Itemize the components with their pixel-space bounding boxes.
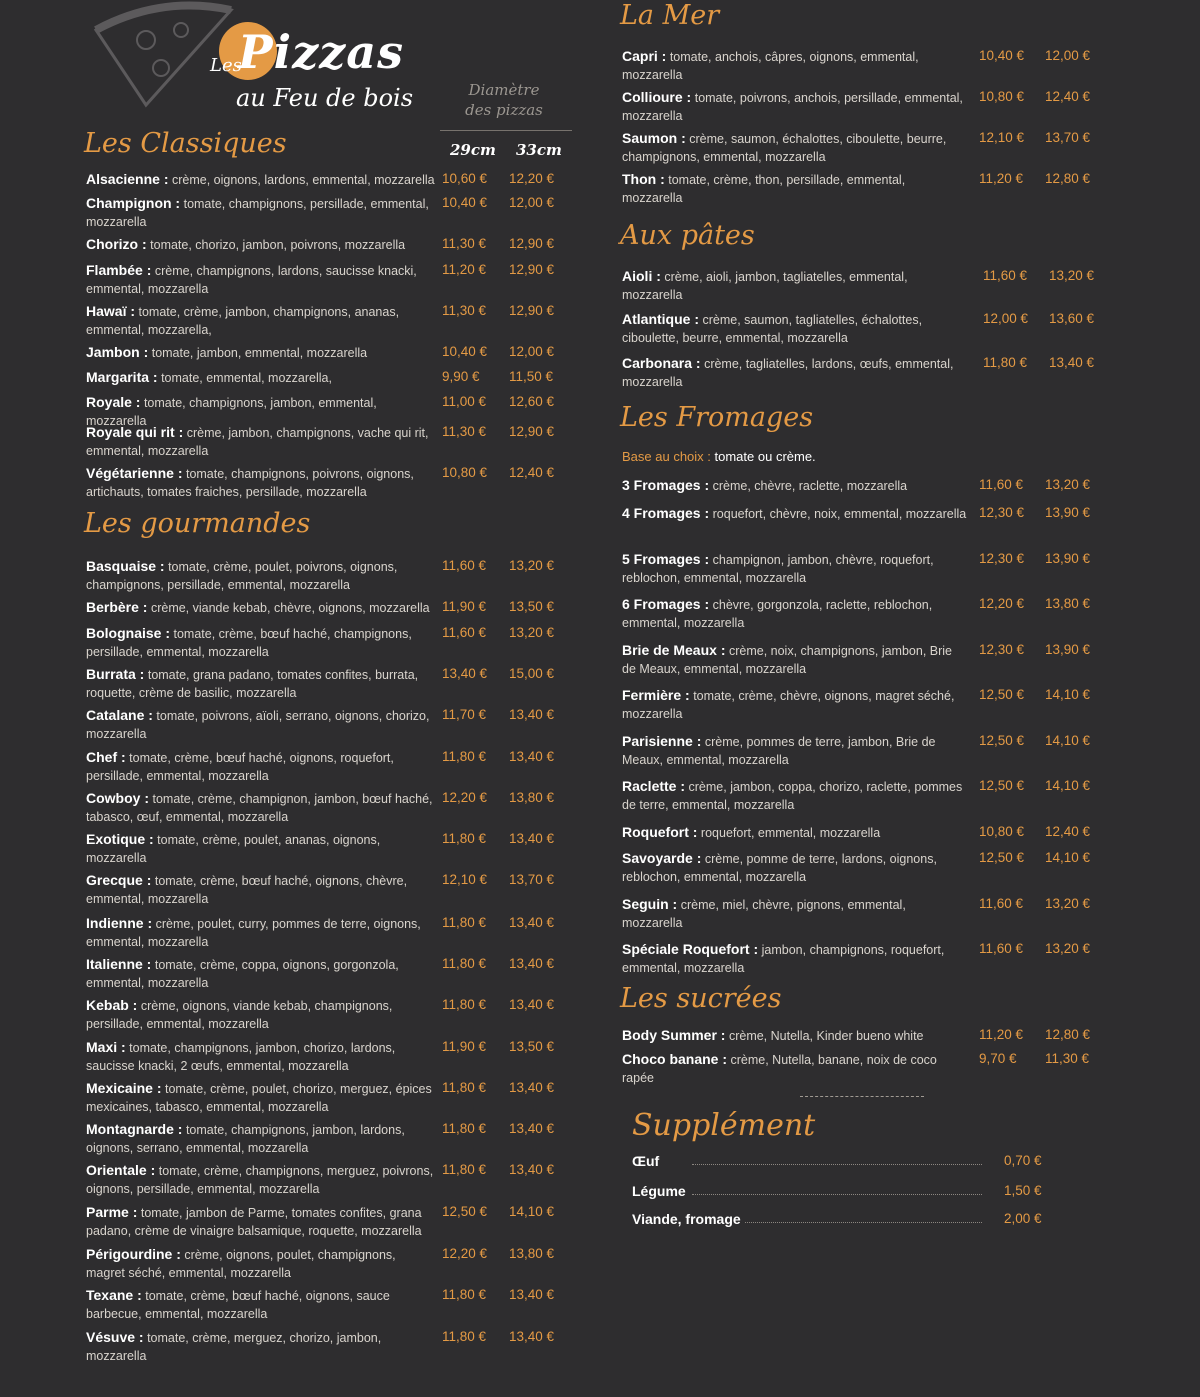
menu-item-name: 4 Fromages : bbox=[622, 505, 710, 521]
menu-item-description: tomate, crème, jambon, champignons, ananas, emmental, mozzarella, bbox=[86, 305, 400, 337]
menu-item-description: tomate, champignons, jambon, chorizo, lardons, saucisse knacki, 2 œufs, emmental, mozzarella bbox=[86, 1041, 396, 1073]
price-29cm: 12,10 € bbox=[442, 872, 488, 887]
menu-item-text bbox=[622, 732, 967, 769]
price-33cm: 13,40 € bbox=[509, 1287, 555, 1302]
menu-item-description: crème, jambon, coppa, chorizo, raclette, pommes de terre, emmental, mozzarella bbox=[622, 780, 963, 812]
menu-item-text bbox=[86, 261, 436, 298]
menu-item-description: tomate, poivrons, aïoli, serrano, oignons, chorizo, mozzarella bbox=[86, 709, 430, 741]
supplement-price: 0,70 € bbox=[1004, 1153, 1042, 1168]
price-33cm: 11,50 € bbox=[509, 369, 554, 384]
price-29cm: 11,20 € bbox=[442, 262, 487, 277]
menu-item-name: Végétarienne : bbox=[86, 465, 183, 481]
menu-item-description: tomate, crème, merguez, chorizo, jambon, mozzarella bbox=[86, 1331, 382, 1363]
base-choice-label: Base au choix : bbox=[622, 449, 711, 464]
price-33cm: 13,50 € bbox=[509, 599, 555, 614]
price-33cm: 13,50 € bbox=[509, 1039, 555, 1054]
menu-item-name: Montagnarde : bbox=[86, 1121, 183, 1137]
price-33cm: 12,40 € bbox=[509, 465, 555, 480]
price-29cm: 11,60 € bbox=[442, 558, 487, 573]
menu-item-text bbox=[86, 302, 436, 339]
menu-item-text bbox=[622, 170, 967, 207]
price-29cm: 10,40 € bbox=[979, 48, 1025, 63]
price-29cm: 12,20 € bbox=[442, 790, 488, 805]
menu-item-description: roquefort, chèvre, noix, emmental, mozzarella bbox=[712, 507, 967, 521]
menu-item-description: tomate, jambon, emmental, mozzarella bbox=[151, 346, 368, 360]
menu-item-description: tomate, champignons, poivrons, oignons, artichauts, tomates fraiches, persillade, mozzarella bbox=[86, 467, 414, 499]
price-29cm: 9,70 € bbox=[979, 1051, 1017, 1066]
menu-item-text bbox=[86, 368, 436, 387]
menu-item-name: Margarita : bbox=[86, 369, 158, 385]
price-29cm: 11,20 € bbox=[979, 171, 1024, 186]
logo-les: Les bbox=[210, 55, 242, 76]
menu-item-description: tomate, champignons, jambon, lardons, oignons, serrano, emmental, mozzarella bbox=[86, 1123, 405, 1155]
section-title-supplement: Supplément bbox=[632, 1108, 816, 1143]
supplement-item bbox=[632, 1183, 1042, 1203]
price-29cm: 11,30 € bbox=[442, 236, 487, 251]
price-33cm: 13,40 € bbox=[509, 1080, 555, 1095]
menu-item-text bbox=[86, 1038, 436, 1075]
price-33cm: 13,40 € bbox=[509, 997, 555, 1012]
menu-item-text bbox=[622, 310, 967, 347]
price-33cm: 12,20 € bbox=[509, 171, 555, 186]
menu-item-name: Catalane : bbox=[86, 707, 153, 723]
price-33cm: 14,10 € bbox=[1045, 687, 1091, 702]
price-33cm: 12,90 € bbox=[509, 262, 555, 277]
price-29cm: 11,80 € bbox=[442, 749, 487, 764]
menu-item-text bbox=[622, 476, 967, 495]
price-33cm: 13,40 € bbox=[509, 1162, 555, 1177]
dashed-separator bbox=[800, 1096, 924, 1097]
menu-item-description: crème, oignons, poulet, champignons, magret séché, emmental, mozzarella bbox=[86, 1248, 396, 1280]
menu-item-text bbox=[622, 129, 967, 166]
price-29cm: 10,80 € bbox=[979, 89, 1025, 104]
menu-item-description: tomate, anchois, câpres, oignons, emmental, mozzarella bbox=[622, 50, 919, 82]
menu-item-description: crème, Nutella, banane, noix de coco rapée bbox=[622, 1053, 937, 1085]
price-33cm: 13,90 € bbox=[1045, 642, 1091, 657]
price-29cm: 10,80 € bbox=[442, 465, 488, 480]
price-29cm: 11,30 € bbox=[442, 303, 487, 318]
menu-item-name: Royale qui rit : bbox=[86, 424, 184, 440]
price-33cm: 13,40 € bbox=[509, 1329, 555, 1344]
price-29cm: 11,60 € bbox=[979, 941, 1024, 956]
menu-item-text bbox=[86, 1203, 436, 1240]
menu-item-text bbox=[86, 871, 436, 908]
price-29cm: 11,20 € bbox=[979, 1027, 1024, 1042]
price-29cm: 12,50 € bbox=[979, 687, 1025, 702]
menu-item-name: 3 Fromages : bbox=[622, 477, 710, 493]
menu-item-name: Saumon : bbox=[622, 130, 686, 146]
supplement-label: Légume bbox=[632, 1183, 690, 1199]
menu-item-name: Spéciale Roquefort : bbox=[622, 941, 759, 957]
menu-item-text bbox=[622, 686, 967, 723]
menu-item-text bbox=[86, 235, 436, 254]
menu-item-name: Carbonara : bbox=[622, 355, 701, 371]
price-33cm: 14,10 € bbox=[1045, 778, 1091, 793]
price-29cm: 11,90 € bbox=[442, 1039, 487, 1054]
price-29cm: 11,60 € bbox=[983, 268, 1028, 283]
menu-item-text bbox=[86, 170, 436, 189]
price-33cm: 13,20 € bbox=[1045, 477, 1091, 492]
price-33cm: 13,70 € bbox=[509, 872, 555, 887]
menu-item-name: Savoyarde : bbox=[622, 850, 702, 866]
menu-item-description: crème, viande kebab, chèvre, oignons, mozzarella bbox=[150, 601, 430, 615]
menu-item-description: crème, saumon, tagliatelles, échalottes, ciboulette, beurre, emmental, mozzarella bbox=[622, 313, 923, 345]
menu-item-name: Burrata : bbox=[86, 666, 145, 682]
logo-pizzas: Pizzas bbox=[238, 25, 405, 79]
menu-item-description: tomate, poivrons, anchois, persillade, emmental, mozzarella bbox=[622, 91, 963, 123]
price-29cm: 11,80 € bbox=[983, 355, 1028, 370]
menu-item-text bbox=[86, 748, 436, 785]
menu-item-text bbox=[86, 830, 436, 867]
logo-subtitle: au Feu de bois bbox=[236, 84, 414, 112]
menu-item-name: 5 Fromages : bbox=[622, 551, 710, 567]
menu-item-text bbox=[86, 1120, 436, 1157]
menu-item-description: crème, pommes de terre, jambon, Brie de Meaux, emmental, mozzarella bbox=[622, 735, 936, 767]
menu-item-text bbox=[86, 665, 436, 702]
menu-item-name: Chef : bbox=[86, 749, 126, 765]
diameter-line1: Diamètre bbox=[468, 81, 540, 99]
menu-item-name: Grecque : bbox=[86, 872, 152, 888]
menu-item-name: Fermière : bbox=[622, 687, 690, 703]
price-33cm: 12,60 € bbox=[509, 394, 555, 409]
price-33cm: 13,40 € bbox=[509, 707, 555, 722]
supplement-label: Viande, fromage bbox=[632, 1211, 745, 1227]
menu-item-text bbox=[622, 777, 967, 814]
menu-item-text bbox=[86, 624, 436, 661]
price-29cm: 11,90 € bbox=[442, 599, 487, 614]
price-33cm: 13,40 € bbox=[509, 956, 555, 971]
menu-item-text bbox=[86, 557, 436, 594]
menu-item-name: Cowboy : bbox=[86, 790, 149, 806]
menu-item-name: Maxi : bbox=[86, 1039, 126, 1055]
menu-item-text bbox=[622, 354, 967, 391]
diameter-label bbox=[454, 80, 554, 120]
menu-item-text bbox=[622, 1050, 967, 1087]
menu-item-name: Parisienne : bbox=[622, 733, 702, 749]
menu-item-name: Orientale : bbox=[86, 1162, 156, 1178]
price-33cm: 13,40 € bbox=[509, 1121, 555, 1136]
price-29cm: 11,80 € bbox=[442, 956, 487, 971]
menu-item-description: tomate, chorizo, jambon, poivrons, mozzarella bbox=[150, 238, 406, 252]
price-33cm: 13,60 € bbox=[1049, 311, 1095, 326]
menu-item-text bbox=[86, 1161, 436, 1198]
menu-item-name: Parme : bbox=[86, 1204, 138, 1220]
menu-item-description: roquefort, emmental, mozzarella bbox=[700, 826, 881, 840]
price-29cm: 11,60 € bbox=[442, 625, 487, 640]
menu-item-description: tomate, crème, poulet, chorizo, merguez, épices mexicaines, tabasco, emmental, mozzarella bbox=[86, 1082, 432, 1114]
menu-item-text bbox=[86, 1286, 436, 1323]
menu-item-name: Kebab : bbox=[86, 997, 138, 1013]
price-33cm: 13,90 € bbox=[1045, 505, 1091, 520]
menu-item-text bbox=[622, 849, 967, 886]
menu-item-text bbox=[86, 1245, 436, 1282]
price-29cm: 12,50 € bbox=[979, 733, 1025, 748]
menu-item-description: tomate, champignons, jambon, emmental, mozzarella bbox=[86, 396, 377, 428]
price-29cm: 11,00 € bbox=[442, 394, 487, 409]
menu-item-description: crème, tagliatelles, lardons, œufs, emmental, mozzarella bbox=[622, 357, 954, 389]
menu-item-name: Basquaise : bbox=[86, 558, 165, 574]
price-29cm: 10,40 € bbox=[442, 195, 488, 210]
restaurant-logo bbox=[86, 0, 416, 130]
menu-item-name: Flambée : bbox=[86, 262, 152, 278]
price-33cm: 12,00 € bbox=[509, 195, 555, 210]
price-33cm: 14,10 € bbox=[509, 1204, 555, 1219]
menu-item-name: 6 Fromages : bbox=[622, 596, 710, 612]
menu-item-description: tomate, grana padano, tomates confites, burrata, roquette, crème de basilic, mozzarella bbox=[86, 668, 419, 700]
price-29cm: 11,30 € bbox=[442, 424, 487, 439]
price-33cm: 15,00 € bbox=[509, 666, 555, 681]
diameter-divider bbox=[440, 130, 572, 131]
menu-item-description: chèvre, gorgonzola, raclette, reblochon, emmental, mozzarella bbox=[622, 598, 933, 630]
menu-item-text bbox=[86, 423, 436, 460]
menu-item-description: tomate, crème, bœuf haché, oignons, chèvre, emmental, mozzarella bbox=[86, 874, 408, 906]
menu-item-text bbox=[86, 914, 436, 951]
menu-item-description: tomate, crème, champignons, merguez, poivrons, oignons, persillade, emmental, mozzarella bbox=[86, 1164, 434, 1196]
price-33cm: 13,80 € bbox=[509, 790, 555, 805]
menu-item-name: Vésuve : bbox=[86, 1329, 144, 1345]
price-29cm: 11,80 € bbox=[442, 1080, 487, 1095]
price-33cm: 12,80 € bbox=[1045, 171, 1091, 186]
base-choice-value: tomate ou crème. bbox=[714, 449, 816, 464]
price-29cm: 12,20 € bbox=[442, 1246, 488, 1261]
price-29cm: 12,20 € bbox=[979, 596, 1025, 611]
menu-item-description: tomate, crème, poulet, poivrons, oignons, champignons, persillade, emmental, mozzarella bbox=[86, 560, 398, 592]
price-33cm: 12,00 € bbox=[1045, 48, 1091, 63]
price-29cm: 11,80 € bbox=[442, 1329, 487, 1344]
price-33cm: 13,90 € bbox=[1045, 551, 1091, 566]
supplement-item bbox=[632, 1211, 1042, 1231]
menu-item-text bbox=[622, 550, 967, 587]
menu-item-name: Champignon : bbox=[86, 195, 181, 211]
price-29cm: 12,30 € bbox=[979, 505, 1025, 520]
menu-item-description: tomate, crème, poulet, ananas, oignons, mozzarella bbox=[86, 833, 381, 865]
price-33cm: 12,80 € bbox=[1045, 1027, 1091, 1042]
price-29cm: 11,80 € bbox=[442, 915, 487, 930]
leader-dots bbox=[692, 1164, 982, 1165]
menu-item-name: Capri : bbox=[622, 48, 667, 64]
price-29cm: 11,80 € bbox=[442, 831, 487, 846]
menu-item-description: crème, oignons, lardons, emmental, mozzarella bbox=[171, 173, 435, 187]
menu-item-name: Seguin : bbox=[622, 896, 678, 912]
menu-item-description: crème, chèvre, raclette, mozzarella bbox=[712, 479, 908, 493]
menu-item-description: tomate, champignons, persillade, emmental, mozzarella bbox=[86, 197, 429, 229]
menu-item-description: crème, Nutella, Kinder bueno white bbox=[728, 1029, 924, 1043]
size-large-header: 33cm bbox=[516, 141, 562, 159]
price-33cm: 14,10 € bbox=[1045, 733, 1091, 748]
supplement-item bbox=[632, 1153, 1042, 1173]
section-title-classiques: Les Classiques bbox=[84, 128, 287, 159]
price-29cm: 11,60 € bbox=[979, 896, 1024, 911]
menu-item-text bbox=[86, 706, 436, 743]
price-29cm: 9,90 € bbox=[442, 369, 480, 384]
menu-item-description: tomate, crème, bœuf haché, oignons, roquefort, persillade, emmental, mozzarella bbox=[86, 751, 394, 783]
menu-item-text bbox=[622, 940, 967, 977]
menu-item-text bbox=[86, 464, 436, 501]
price-29cm: 13,40 € bbox=[442, 666, 488, 681]
menu-item-description: crème, miel, chèvre, pignons, emmental, mozzarella bbox=[622, 898, 906, 930]
price-33cm: 13,80 € bbox=[1045, 596, 1091, 611]
price-29cm: 11,80 € bbox=[442, 997, 487, 1012]
menu-item-description: crème, aioli, jambon, tagliatelles, emmental, mozzarella bbox=[622, 270, 908, 302]
size-small-header: 29cm bbox=[450, 141, 496, 159]
price-29cm: 12,50 € bbox=[979, 850, 1025, 865]
leader-dots bbox=[692, 1194, 982, 1195]
section-title-fromages: Les Fromages bbox=[620, 402, 814, 433]
menu-item-name: Bolognaise : bbox=[86, 625, 171, 641]
menu-item-text bbox=[86, 996, 436, 1033]
menu-item-description: champignon, jambon, chèvre, roquefort, reblochon, emmental, mozzarella bbox=[622, 553, 934, 585]
price-29cm: 11,80 € bbox=[442, 1162, 487, 1177]
price-33cm: 13,20 € bbox=[509, 558, 555, 573]
price-33cm: 14,10 € bbox=[1045, 850, 1091, 865]
price-33cm: 13,80 € bbox=[509, 1246, 555, 1261]
menu-item-text bbox=[622, 88, 967, 125]
menu-item-text bbox=[622, 823, 967, 842]
diameter-line2: des pizzas bbox=[465, 101, 543, 119]
menu-item-description: crème, poulet, curry, pommes de terre, oignons, emmental, mozzarella bbox=[86, 917, 421, 949]
menu-item-name: Brie de Meaux : bbox=[622, 642, 726, 658]
menu-item-text bbox=[622, 504, 967, 523]
menu-item-name: Exotique : bbox=[86, 831, 154, 847]
menu-item-name: Choco banane : bbox=[622, 1051, 728, 1067]
menu-item-name: Thon : bbox=[622, 171, 665, 187]
price-33cm: 12,40 € bbox=[1045, 824, 1091, 839]
price-29cm: 11,80 € bbox=[442, 1121, 487, 1136]
menu-item-name: Atlantique : bbox=[622, 311, 699, 327]
menu-item-text bbox=[86, 1079, 436, 1116]
menu-item-description: crème, jambon, champignons, vache qui rit, emmental, mozzarella bbox=[86, 426, 429, 458]
section-title-pates: Aux pâtes bbox=[620, 220, 755, 251]
menu-item-description: crème, pomme de terre, lardons, oignons, reblochon, emmental, mozzarella bbox=[622, 852, 937, 884]
price-29cm: 12,00 € bbox=[983, 311, 1029, 326]
menu-item-description: crème, oignons, viande kebab, champignons, persillade, emmental, mozzarella bbox=[86, 999, 393, 1031]
menu-item-name: Italienne : bbox=[86, 956, 152, 972]
menu-item-text bbox=[86, 343, 436, 362]
menu-item-text bbox=[622, 267, 967, 304]
price-33cm: 12,90 € bbox=[509, 424, 555, 439]
supplement-price: 1,50 € bbox=[1004, 1183, 1042, 1198]
menu-item-text bbox=[622, 595, 967, 632]
section-title-gourmandes: Les gourmandes bbox=[84, 508, 311, 539]
section-title-sucrees: Les sucrées bbox=[620, 983, 782, 1014]
menu-item-description: jambon, champignons, roquefort, emmental, mozzarella bbox=[622, 943, 945, 975]
menu-item-name: Chorizo : bbox=[86, 236, 147, 252]
price-29cm: 10,80 € bbox=[979, 824, 1025, 839]
menu-item-name: Raclette : bbox=[622, 778, 686, 794]
price-33cm: 13,40 € bbox=[509, 915, 555, 930]
menu-item-name: Jambon : bbox=[86, 344, 149, 360]
menu-item-text bbox=[622, 895, 967, 932]
price-33cm: 12,90 € bbox=[509, 303, 555, 318]
menu-item-description: tomate, crème, chèvre, oignons, magret séché, mozzarella bbox=[622, 689, 955, 721]
menu-item-description: tomate, crème, thon, persillade, emmental, mozzarella bbox=[622, 173, 906, 205]
menu-item-text bbox=[86, 1328, 436, 1365]
price-33cm: 13,20 € bbox=[1049, 268, 1095, 283]
price-29cm: 10,40 € bbox=[442, 344, 488, 359]
menu-item-description: crème, saumon, échalottes, ciboulette, beurre, champignons, emmental, mozzarella bbox=[622, 132, 947, 164]
price-29cm: 12,10 € bbox=[979, 130, 1025, 145]
menu-item-description: crème, noix, champignons, jambon, Brie de Meaux, emmental, mozzarella bbox=[622, 644, 952, 676]
menu-item-description: crème, champignons, lardons, saucisse knacki, emmental, mozzarella bbox=[86, 264, 417, 296]
section-title-mer: La Mer bbox=[620, 0, 720, 31]
price-33cm: 11,30 € bbox=[1045, 1051, 1090, 1066]
menu-item-text bbox=[86, 598, 436, 617]
menu-item-name: Aioli : bbox=[622, 268, 661, 284]
price-33cm: 12,00 € bbox=[509, 344, 555, 359]
price-33cm: 13,70 € bbox=[1045, 130, 1091, 145]
menu-item-name: Indienne : bbox=[86, 915, 153, 931]
menu-item-name: Body Summer : bbox=[622, 1027, 726, 1043]
menu-item-name: Berbère : bbox=[86, 599, 148, 615]
base-choice-note bbox=[622, 449, 816, 464]
menu-item-name: Hawaï : bbox=[86, 303, 136, 319]
menu-item-text bbox=[86, 194, 436, 231]
price-33cm: 13,40 € bbox=[509, 831, 555, 846]
menu-item-text bbox=[86, 955, 436, 992]
price-33cm: 12,90 € bbox=[509, 236, 555, 251]
menu-item-text bbox=[622, 1026, 967, 1045]
menu-item-text bbox=[622, 641, 967, 678]
supplement-price: 2,00 € bbox=[1004, 1211, 1042, 1226]
price-29cm: 11,70 € bbox=[442, 707, 487, 722]
price-33cm: 12,40 € bbox=[1045, 89, 1091, 104]
menu-item-description: tomate, emmental, mozzarella, bbox=[161, 371, 332, 385]
price-33cm: 13,40 € bbox=[509, 749, 555, 764]
menu-item-name: Texane : bbox=[86, 1287, 142, 1303]
price-29cm: 12,30 € bbox=[979, 551, 1025, 566]
menu-item-text bbox=[622, 47, 967, 84]
menu-item-description: tomate, jambon de Parme, tomates confites, grana padano, crème de vinaigre balsamique, roquette, mozzarella bbox=[86, 1206, 422, 1238]
price-29cm: 11,80 € bbox=[442, 1287, 487, 1302]
menu-item-name: Collioure : bbox=[622, 89, 692, 105]
price-29cm: 12,50 € bbox=[979, 778, 1025, 793]
price-33cm: 13,20 € bbox=[1045, 896, 1091, 911]
price-33cm: 13,20 € bbox=[509, 625, 555, 640]
supplement-label: Œuf bbox=[632, 1153, 663, 1169]
menu-item-name: Alsacienne : bbox=[86, 171, 169, 187]
price-29cm: 12,50 € bbox=[442, 1204, 488, 1219]
price-29cm: 10,60 € bbox=[442, 171, 488, 186]
price-33cm: 13,20 € bbox=[1045, 941, 1091, 956]
price-29cm: 12,30 € bbox=[979, 642, 1025, 657]
menu-item-name: Roquefort : bbox=[622, 824, 698, 840]
price-29cm: 11,60 € bbox=[979, 477, 1024, 492]
menu-item-text bbox=[86, 789, 436, 826]
menu-item-description: tomate, crème, bœuf haché, champignons, persillade, emmental, mozzarella bbox=[86, 627, 412, 659]
menu-item-name: Mexicaine : bbox=[86, 1080, 162, 1096]
menu-item-name: Périgourdine : bbox=[86, 1246, 181, 1262]
menu-item-description: tomate, crème, champignon, jambon, bœuf haché, tabasco, œuf, emmental, mozzarella bbox=[86, 792, 433, 824]
price-33cm: 13,40 € bbox=[1049, 355, 1095, 370]
menu-item-name: Royale : bbox=[86, 394, 141, 410]
menu-item-description: tomate, crème, coppa, oignons, gorgonzola, emmental, mozzarella bbox=[86, 958, 399, 990]
menu-item-description: tomate, crème, bœuf haché, oignons, sauce barbecue, emmental, mozzarella bbox=[86, 1289, 390, 1321]
